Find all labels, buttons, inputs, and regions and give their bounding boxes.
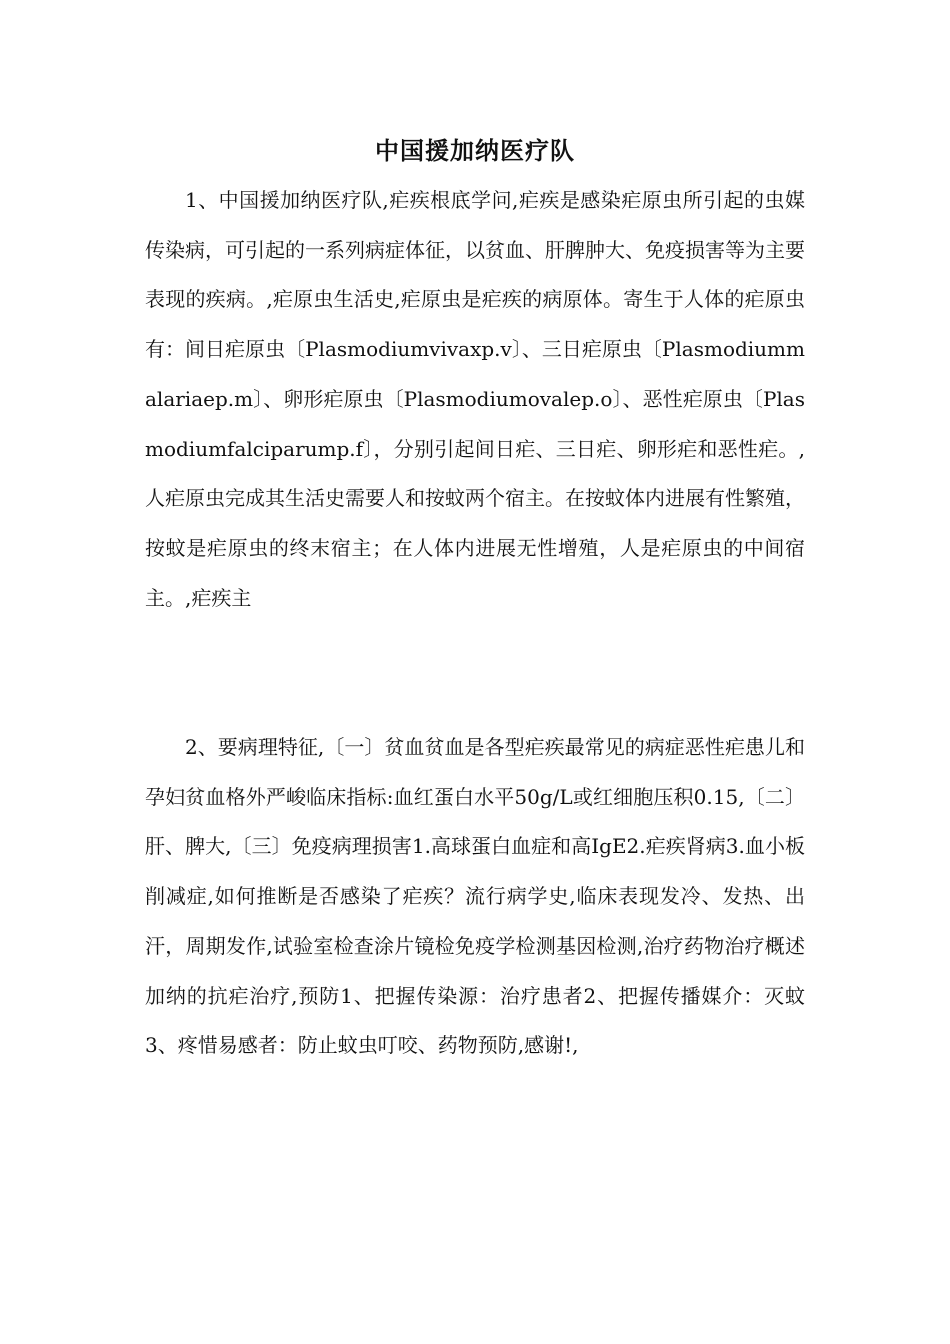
paragraph-1: 1、中国援加纳医疗队,疟疾根底学问,疟疾是感染疟原虫所引起的虫媒传染病，可引起的一系列病症体征，以贫血、肝脾肿大、免疫损害等为主要表现的疾病。,疟原虫生活史,疟原虫是疟疾的病原体。寄生于人体的疟原虫有：间日疟原虫〔Plasmodiumvivaxp.v〕、三日疟原虫〔Plasmodiummalariaep.m〕、卵形疟原虫〔Plasmodiumovalep.o〕、恶性疟原虫〔Plasmodiumfalciparump.f〕，分别引起间日疟、三日疟、卵形疟和恶性疟。,人疟原虫完成其生活史需要人和按蚊两个宿主。在按蚊体内进展有性繁殖，按蚊是疟原虫的终末宿主；在人体内进展无性增殖，人是疟原虫的中间宿主。,疟疾主 [145, 188, 805, 610]
paragraph-2: 2、要病理特征,〔一〕贫血贫血是各型疟疾最常见的病症恶性疟患儿和孕妇贫血格外严峻临床指标:血红蛋白水平50g/L或红细胞压积0.15,〔二〕肝、脾大,〔三〕免疫病理损害1.高球蛋白血症和高IgE2.疟疾肾病3.血小板削减症,如何推断是否感染了疟疾？流行病学史,临床表现发冷、发热、出汗，周期发作,试验室检查涂片镜检免疫学检测基因检测,治疗药物治疗概述加纳的抗疟治疗,预防1、把握传染源：治疗患者2、把握传播媒介：灭蚊3、疼惜易感者：防止蚊虫叮咬、药物预防,感谢!, [145, 735, 805, 1058]
document-title: 中国援加纳医疗队 [375, 137, 575, 165]
